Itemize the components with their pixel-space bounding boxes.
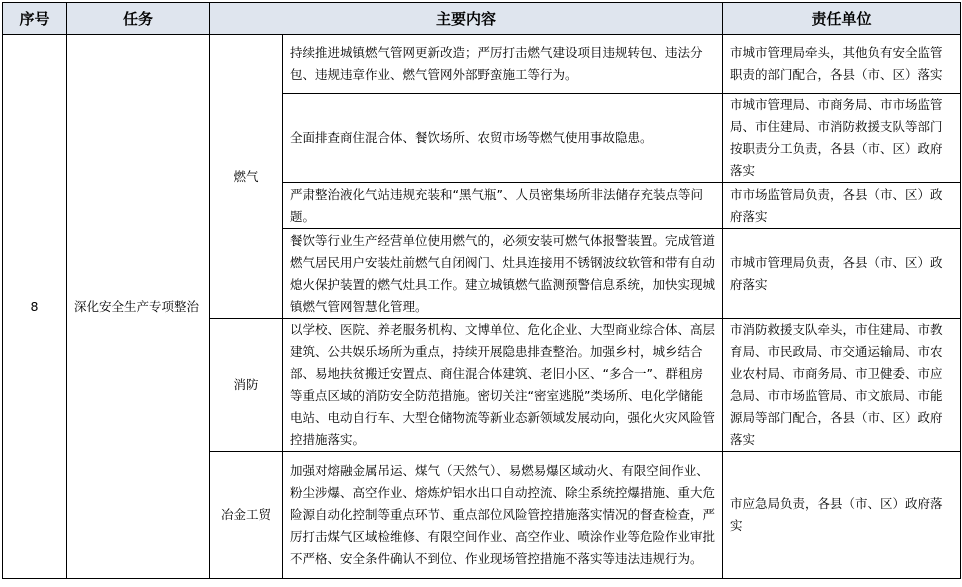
unit-cell: 市城市管理局牵头，其他负有安全监管职责的部门配合，各县（市、区）落实 xyxy=(723,35,961,94)
task-cell: 深化安全生产专项整治 xyxy=(67,35,210,579)
unit-cell: 市城市管理局负责，各县（市、区）政府落实 xyxy=(723,229,961,319)
header-unit: 责任单位 xyxy=(723,3,961,35)
category-gas: 燃气 xyxy=(210,35,283,319)
seq-cell: 8 xyxy=(3,35,67,579)
content-cell: 加强对熔融金属吊运、煤气（天然气）、易燃易爆区域动火、有限空间作业、粉尘涉爆、高空作业、熔炼炉铝水出口自动控流、除尘系统控爆措施、重大危险源自动化控制等重点环节、重点部位风险管控措施落实情况的督查检查，严厉打击煤气区域检维修、有限空间作业、高空作业、喷涂作业等危险作业审批不严格、安全条件确认不到位、作业现场管控措施不落实等违法违规行为。 xyxy=(283,452,723,579)
header-seq: 序号 xyxy=(3,3,67,35)
content-cell: 持续推进城镇燃气管网更新改造；严厉打击燃气建设项目违规转包、违法分包、违规违章作业、燃气管网外部野蛮施工等行为。 xyxy=(283,35,723,94)
unit-cell: 市消防救援支队牵头，市住建局、市教育局、市民政局、市交通运输局、市农业农村局、市商务局、市卫健委、市应急局、市市场监管局、市文旅局、市能源局等部门配合，各县（市、区）政府落实 xyxy=(723,319,961,452)
category-metallurgy: 冶金工贸 xyxy=(210,452,283,579)
category-fire: 消防 xyxy=(210,319,283,452)
task-table xyxy=(2,2,961,579)
content-cell: 全面排查商住混合体、餐饮场所、农贸市场等燃气使用事故隐患。 xyxy=(283,94,723,183)
header-task: 任务 xyxy=(67,3,210,35)
content-cell: 严肃整治液化气站违规充装和“黑气瓶”、人员密集场所非法储存充装点等问题。 xyxy=(283,183,723,229)
table-row xyxy=(3,35,961,94)
table-header-row xyxy=(3,3,961,35)
content-cell: 以学校、医院、养老服务机构、文博单位、危化企业、大型商业综合体、高层建筑、公共娱乐场所为重点，持续开展隐患排查整治。加强乡村，城乡结合部、易地扶贫搬迁安置点、商住混合体建筑、老旧小区、“多合一”、群租房等重点区域的消防安全防范措施。密切关注“密室逃脱”类场所、电化学储能电站、电动自行车、大型仓储物流等新业态新领域发展动向，强化火灾风险管控措施落实。 xyxy=(283,319,723,452)
content-cell: 餐饮等行业生产经营单位使用燃气的，必须安装可燃气体报警装置。完成管道燃气居民用户安装灶前燃气自闭阀门、灶具连接用不锈钢波纹软管和带有自动熄火保护装置的燃气灶具工作。建立城镇燃气监测预警信息系统，加快实现城镇燃气管网智慧化管理。 xyxy=(283,229,723,319)
unit-cell: 市应急局负责，各县（市、区）政府落实 xyxy=(723,452,961,579)
header-content: 主要内容 xyxy=(210,3,723,35)
unit-cell: 市市场监管局负责，各县（市、区）政府落实 xyxy=(723,183,961,229)
unit-cell: 市城市管理局、市商务局、市市场监管局、市住建局、市消防救援支队等部门按职责分工负责，各县（市、区）政府落实 xyxy=(723,94,961,183)
